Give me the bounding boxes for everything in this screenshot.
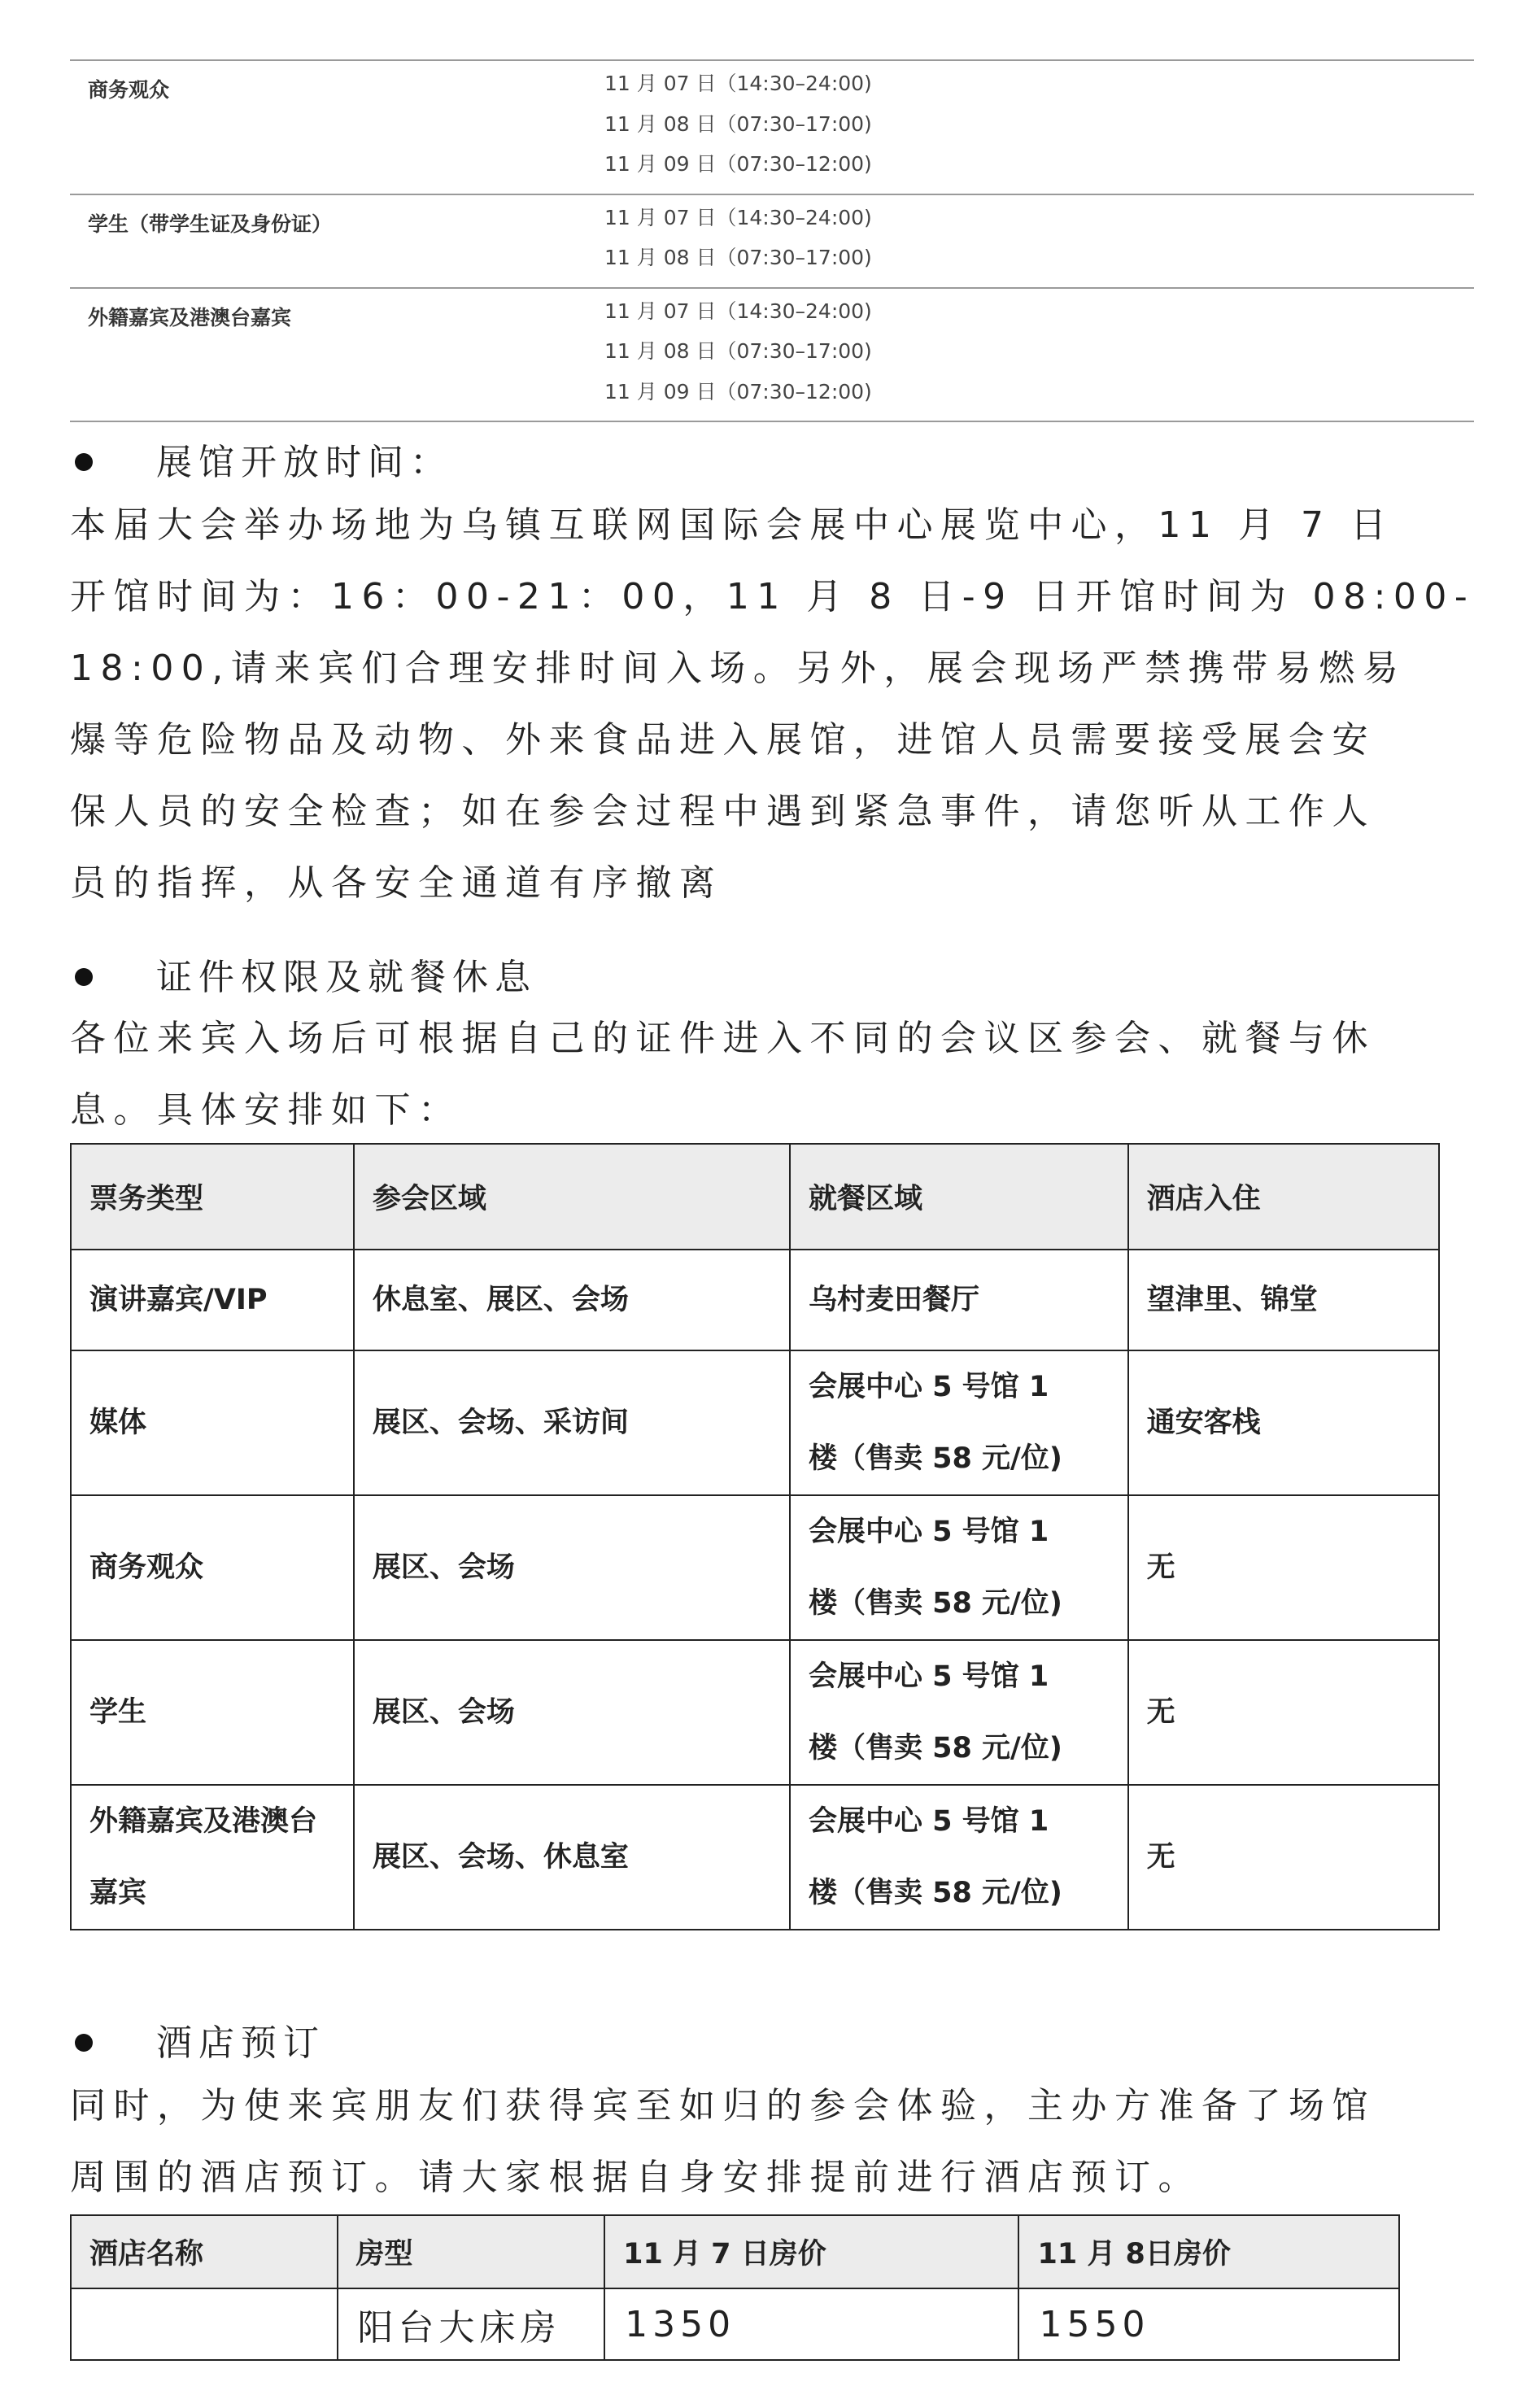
schedule-time-slot: 11 月 07 日（14:30–24:00) <box>604 72 872 95</box>
table-cell: 1550 <box>1018 2288 1399 2360</box>
schedule-time-slot: 11 月 08 日（07:30–17:00) <box>604 339 872 363</box>
cell-text: 休息室、展区、会场 <box>372 1284 629 1316</box>
table-row <box>71 1785 1439 1930</box>
badge-permissions-table <box>70 1143 1440 1930</box>
table-cell <box>1128 1640 1439 1785</box>
schedule-time-slot: 11 月 08 日（07:30–17:00) <box>604 111 872 136</box>
cell-text: 楼（售卖 58 元/位) <box>808 1587 1062 1620</box>
table-cell <box>71 2288 338 2360</box>
paragraph-line: 息。具体安排如下： <box>70 1089 462 1131</box>
section-heading-hotel-booking <box>70 2013 325 2066</box>
cell-text: 学生 <box>89 1696 147 1729</box>
cell-text: 楼（售卖 58 元/位) <box>808 1732 1062 1765</box>
cell-text: 望津里、锦堂 <box>1146 1284 1318 1316</box>
paragraph-line: 爆等危险物品及动物、外来食品进入展馆，进馆人员需要接受展会安 <box>70 719 1376 761</box>
cell-text: 乌村麦田餐厅 <box>808 1284 979 1316</box>
heading-text: 酒店预订 <box>156 2022 325 2064</box>
table-cell <box>790 1495 1128 1640</box>
section-heading-badge-permissions <box>70 948 537 1000</box>
cell-text: 通安客栈 <box>1146 1407 1261 1439</box>
cell-text: 无 <box>1146 1841 1175 1874</box>
schedule-time-slot: 11 月 07 日（14:30–24:00) <box>604 205 872 229</box>
table-header-cell: 房型 <box>338 2215 605 2288</box>
hall-hours-paragraph <box>70 490 1476 919</box>
table-cell <box>71 1785 354 1930</box>
cell-text: 会展中心 5 号馆 1 <box>808 1516 1049 1548</box>
hotel-price-table <box>70 2214 1400 2361</box>
cell-text: 展区、会场、休息室 <box>372 1841 629 1874</box>
table-header-row <box>71 1144 1439 1250</box>
paragraph-line: 本届大会举办场地为乌镇互联网国际会展中心展览中心，11 月 7 日 <box>70 504 1394 546</box>
table-cell <box>71 1250 354 1350</box>
table-header-cell: 酒店名称 <box>71 2215 338 2288</box>
cell-text: 演讲嘉宾/VIP <box>89 1284 268 1316</box>
table-row <box>71 1640 1439 1785</box>
table-cell <box>790 1350 1128 1495</box>
schedule-group <box>70 194 1474 287</box>
table-row <box>71 2288 1399 2360</box>
table-header-row <box>71 2215 1399 2288</box>
paragraph-line: 保人员的安全检查；如在参会过程中遇到紧急事件，请您听从工作人 <box>70 791 1376 832</box>
table-cell <box>71 1495 354 1640</box>
table-cell: 1350 <box>604 2288 1018 2360</box>
badge-permissions-paragraph <box>70 1003 1453 1146</box>
table-header-cell: 就餐区域 <box>790 1144 1128 1250</box>
table-row <box>71 1250 1439 1350</box>
cell-text: 会展中心 5 号馆 1 <box>808 1805 1049 1838</box>
paragraph-line: 周围的酒店预订。请大家根据自身安排提前进行酒店预订。 <box>70 2157 1201 2198</box>
schedule-time-slot: 11 月 07 日（14:30–24:00) <box>604 299 872 323</box>
table-cell <box>790 1785 1128 1930</box>
table-cell: 阳台大床房 <box>338 2288 605 2360</box>
table-cell <box>71 1640 354 1785</box>
table-header-cell: 11 月 8日房价 <box>1018 2215 1399 2288</box>
cell-text: 楼（售卖 58 元/位) <box>808 1442 1062 1475</box>
heading-text: 展馆开放时间： <box>156 442 452 483</box>
schedule-ticket-type: 商务观众 <box>88 78 170 102</box>
cell-text: 媒体 <box>89 1407 147 1439</box>
table-cell <box>790 1250 1128 1350</box>
cell-text: 展区、会场、采访间 <box>372 1407 629 1439</box>
section-heading-hall-hours <box>70 433 452 485</box>
schedule-ticket-type: 学生（带学生证及身份证） <box>88 212 333 236</box>
bullet-icon <box>75 968 93 986</box>
paragraph-line: 同时，为使来宾朋友们获得宾至如归的参会体验，主办方准备了场馆 <box>70 2085 1376 2127</box>
table-cell <box>790 1640 1128 1785</box>
table-cell <box>1128 1785 1439 1930</box>
bullet-icon <box>75 2034 93 2052</box>
schedule-time-slot: 11 月 09 日（07:30–12:00) <box>604 152 872 176</box>
bullet-icon <box>75 453 93 471</box>
cell-text: 展区、会场 <box>372 1551 515 1584</box>
table-header-cell: 11 月 7 日房价 <box>604 2215 1018 2288</box>
heading-text: 证件权限及就餐休息 <box>156 957 537 998</box>
schedule-ticket-type: 外籍嘉宾及港澳台嘉宾 <box>88 305 292 329</box>
cell-text: 无 <box>1146 1551 1175 1584</box>
entry-schedule-table <box>70 59 1474 422</box>
schedule-time-slot: 11 月 08 日（07:30–17:00) <box>604 246 872 269</box>
schedule-time-slot: 11 月 09 日（07:30–12:00) <box>604 379 872 404</box>
paragraph-line: 18:00,请来宾们合理安排时间入场。另外，展会现场严禁携带易燃易 <box>70 648 1406 689</box>
schedule-group <box>70 287 1474 423</box>
paragraph-line: 各位来宾入场后可根据自己的证件进入不同的会议区参会、就餐与休 <box>70 1018 1376 1059</box>
cell-text: 会展中心 5 号馆 1 <box>808 1660 1049 1693</box>
table-cell <box>71 1350 354 1495</box>
cell-text: 商务观众 <box>89 1551 204 1584</box>
table-header-cell: 票务类型 <box>71 1144 354 1250</box>
table-header-cell: 酒店入住 <box>1128 1144 1439 1250</box>
table-cell <box>1128 1495 1439 1640</box>
schedule-group <box>70 59 1474 194</box>
cell-text: 无 <box>1146 1696 1175 1729</box>
cell-text: 嘉宾 <box>89 1877 147 1909</box>
cell-text: 展区、会场 <box>372 1696 515 1729</box>
table-cell <box>354 1785 790 1930</box>
table-cell <box>354 1640 790 1785</box>
paragraph-line: 开馆时间为：16：00-21：00，11 月 8 日-9 日开馆时间为 08:00- <box>70 576 1476 617</box>
table-header-cell: 参会区域 <box>354 1144 790 1250</box>
hotel-booking-paragraph <box>70 2070 1453 2214</box>
table-cell <box>354 1350 790 1495</box>
cell-text: 会展中心 5 号馆 1 <box>808 1371 1049 1403</box>
paragraph-line: 员的指挥，从各安全通道有序撤离 <box>70 862 723 904</box>
table-row <box>71 1350 1439 1495</box>
table-cell <box>1128 1250 1439 1350</box>
table-row <box>71 1495 1439 1640</box>
table-cell <box>354 1250 790 1350</box>
cell-text: 楼（售卖 58 元/位) <box>808 1877 1062 1909</box>
table-cell <box>1128 1350 1439 1495</box>
cell-text: 外籍嘉宾及港澳台 <box>89 1805 318 1838</box>
table-cell <box>354 1495 790 1640</box>
